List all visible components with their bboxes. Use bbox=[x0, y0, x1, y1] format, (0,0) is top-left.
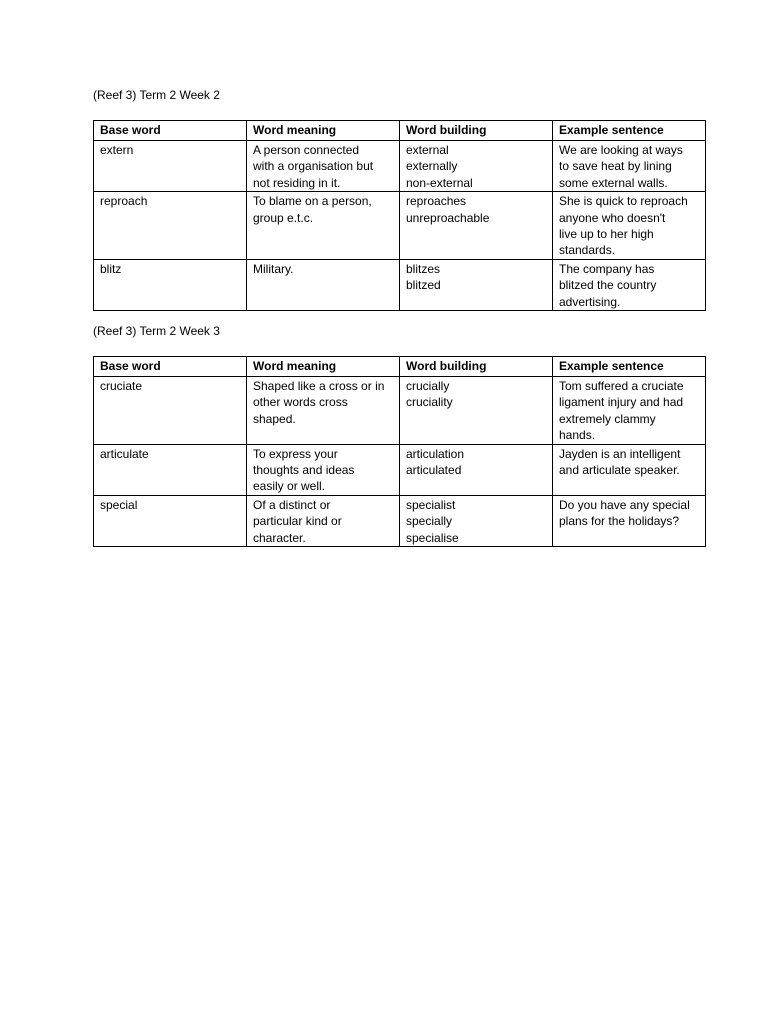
column-header-example-sentence: Example sentence bbox=[553, 121, 706, 141]
cell-line: articulation bbox=[406, 446, 465, 461]
cell-line: non-external bbox=[406, 175, 473, 190]
cell-line: plans for the holidays? bbox=[559, 514, 680, 529]
cell-line: character. bbox=[253, 530, 306, 545]
cell-line: We are looking at ways bbox=[559, 143, 683, 157]
cell-line: extern bbox=[100, 143, 134, 157]
table-row bbox=[94, 259, 706, 310]
vocabulary-table-week-2 bbox=[93, 120, 706, 311]
section-title-week-3: (Reef 3) Term 2 Week 3 bbox=[93, 324, 220, 338]
word-meaning-cell bbox=[247, 495, 400, 546]
cell-line: The company has bbox=[559, 261, 655, 276]
cell-line: specially bbox=[406, 514, 453, 529]
table-row bbox=[94, 192, 706, 260]
cell-line: A person connected bbox=[253, 143, 360, 157]
base-word-cell bbox=[94, 192, 247, 260]
cell-line: hands. bbox=[559, 428, 596, 443]
cell-line: externally bbox=[406, 159, 458, 174]
word-building-cell bbox=[400, 259, 553, 310]
column-header-word-meaning: Word meaning bbox=[247, 357, 400, 377]
cell-line: live up to her high bbox=[559, 227, 654, 242]
cell-line: specialise bbox=[406, 530, 459, 545]
cell-line: Tom suffered a cruciate bbox=[559, 379, 684, 393]
table-header-row bbox=[94, 121, 706, 141]
cell-line: Military. bbox=[253, 261, 294, 276]
cell-line: standards. bbox=[559, 243, 616, 258]
cell-line: some external walls. bbox=[559, 175, 668, 190]
vocabulary-table-week-3 bbox=[93, 356, 706, 547]
base-word-cell bbox=[94, 141, 247, 192]
table-row bbox=[94, 444, 706, 495]
cell-line: blitzes bbox=[406, 261, 441, 276]
cell-line: To blame on a person, bbox=[253, 194, 372, 209]
word-building-cell bbox=[400, 377, 553, 445]
cell-line: to save heat by lining bbox=[559, 159, 672, 174]
cell-line: group e.t.c. bbox=[253, 210, 314, 225]
example-sentence-cell bbox=[553, 377, 706, 445]
cell-line: blitzed bbox=[406, 278, 441, 293]
word-meaning-cell bbox=[247, 444, 400, 495]
column-header-example-sentence: Example sentence bbox=[553, 357, 706, 377]
table-header-row bbox=[94, 357, 706, 377]
cell-line: external bbox=[406, 143, 449, 157]
word-meaning-cell bbox=[247, 192, 400, 260]
cell-line: Do you have any special bbox=[559, 497, 690, 512]
base-word-cell bbox=[94, 259, 247, 310]
table-row bbox=[94, 141, 706, 192]
cell-line: special bbox=[100, 497, 138, 512]
cell-line: crucially bbox=[406, 379, 450, 393]
cell-line: extremely clammy bbox=[559, 411, 656, 426]
section-title-week-2: (Reef 3) Term 2 Week 2 bbox=[93, 88, 220, 102]
example-sentence-cell bbox=[553, 259, 706, 310]
word-meaning-cell bbox=[247, 141, 400, 192]
cell-line: Shaped like a cross or in bbox=[253, 379, 385, 393]
cell-line: particular kind or bbox=[253, 514, 342, 529]
base-word-cell bbox=[94, 377, 247, 445]
cell-line: ligament injury and had bbox=[559, 395, 684, 410]
cell-line: reproach bbox=[100, 194, 148, 209]
cell-line: thoughts and ideas bbox=[253, 463, 355, 478]
cell-line: anyone who doesn't bbox=[559, 210, 666, 225]
column-header-word-meaning: Word meaning bbox=[247, 121, 400, 141]
word-building-cell bbox=[400, 192, 553, 260]
cell-line: articulated bbox=[406, 463, 462, 478]
cell-line: Jayden is an intelligent bbox=[559, 446, 681, 461]
base-word-cell bbox=[94, 495, 247, 546]
cell-line: other words cross bbox=[253, 395, 348, 410]
cell-line: cruciality bbox=[406, 395, 453, 410]
word-meaning-cell bbox=[247, 377, 400, 445]
cell-line: specialist bbox=[406, 497, 456, 512]
cell-line: with a organisation but bbox=[253, 159, 374, 174]
example-sentence-cell bbox=[553, 141, 706, 192]
table-row bbox=[94, 495, 706, 546]
cell-line: reproaches bbox=[406, 194, 467, 209]
column-header-base-word: Base word bbox=[94, 357, 247, 377]
base-word-cell bbox=[94, 444, 247, 495]
table-row bbox=[94, 377, 706, 445]
column-header-word-building: Word building bbox=[400, 121, 553, 141]
cell-line: easily or well. bbox=[253, 479, 326, 494]
cell-line: articulate bbox=[100, 446, 149, 461]
cell-line: cruciate bbox=[100, 379, 143, 393]
word-building-cell bbox=[400, 495, 553, 546]
cell-line: advertising. bbox=[559, 294, 621, 309]
cell-line: blitz bbox=[100, 261, 122, 276]
cell-line: She is quick to reproach bbox=[559, 194, 688, 209]
word-building-cell bbox=[400, 141, 553, 192]
cell-line: not residing in it. bbox=[253, 175, 341, 190]
word-building-cell bbox=[400, 444, 553, 495]
cell-line: shaped. bbox=[253, 411, 296, 426]
column-header-word-building: Word building bbox=[400, 357, 553, 377]
cell-line: Of a distinct or bbox=[253, 497, 331, 512]
example-sentence-cell bbox=[553, 192, 706, 260]
cell-line: and articulate speaker. bbox=[559, 463, 680, 478]
example-sentence-cell bbox=[553, 495, 706, 546]
cell-line: To express your bbox=[253, 446, 338, 461]
cell-line: unreproachable bbox=[406, 210, 490, 225]
example-sentence-cell bbox=[553, 444, 706, 495]
column-header-base-word: Base word bbox=[94, 121, 247, 141]
cell-line: blitzed the country bbox=[559, 278, 657, 293]
word-meaning-cell bbox=[247, 259, 400, 310]
